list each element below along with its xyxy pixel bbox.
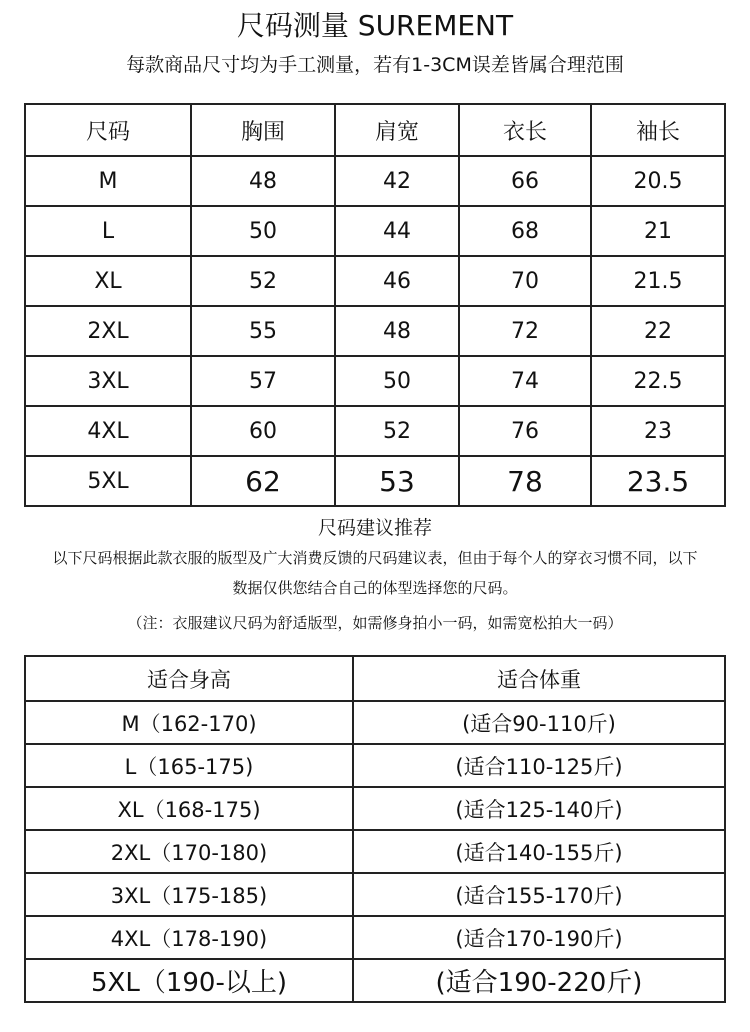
table-cell: (适合110-125斤)	[353, 744, 725, 787]
table-cell: 5XL（190-以上)	[25, 959, 353, 1002]
table-row	[25, 356, 725, 406]
recommendation-text	[8, 543, 742, 603]
table-cell: 74	[459, 356, 591, 406]
table-cell: 5XL	[25, 456, 191, 506]
table-cell: 78	[459, 456, 591, 506]
table-row	[25, 156, 725, 206]
table-cell: 55	[191, 306, 335, 356]
column-header: 适合体重	[353, 656, 725, 701]
table-row	[25, 456, 725, 506]
recommendation-line: 以下尺码根据此款衣服的版型及广大消费反馈的尺码建议表，但由于每个人的穿衣习惯不同，以下	[52, 549, 698, 567]
table-cell: 3XL	[25, 356, 191, 406]
table-cell: 3XL（175-185)	[25, 873, 353, 916]
table-cell: 21	[591, 206, 725, 256]
table-row	[25, 959, 725, 1002]
column-header: 适合身高	[25, 656, 353, 701]
table-row	[25, 406, 725, 456]
table-cell: L	[25, 206, 191, 256]
column-header: 袖长	[591, 104, 725, 156]
table-cell: 42	[335, 156, 459, 206]
table-cell: 48	[335, 306, 459, 356]
table-row	[25, 916, 725, 959]
recommendation-line: 数据仅供您结合自己的体型选择您的尺码。	[232, 579, 518, 597]
table-cell: M	[25, 156, 191, 206]
table-cell: 52	[191, 256, 335, 306]
column-header: 胸围	[191, 104, 335, 156]
table-cell: 21.5	[591, 256, 725, 306]
table-cell: 23.5	[591, 456, 725, 506]
table-row	[25, 787, 725, 830]
table-cell: (适合170-190斤)	[353, 916, 725, 959]
table-cell: 4XL	[25, 406, 191, 456]
column-header: 尺码	[25, 104, 191, 156]
table-cell: 2XL	[25, 306, 191, 356]
table-row	[25, 744, 725, 787]
recommendation-title: 尺码建议推荐	[317, 517, 432, 539]
table-cell: (适合155-170斤)	[353, 873, 725, 916]
table-cell: 4XL（178-190)	[25, 916, 353, 959]
table-cell: 2XL（170-180)	[25, 830, 353, 873]
table-cell: 57	[191, 356, 335, 406]
table-cell: 72	[459, 306, 591, 356]
table-row	[25, 256, 725, 306]
table-cell: 52	[335, 406, 459, 456]
table-cell: L（165-175)	[25, 744, 353, 787]
table-cell: 50	[191, 206, 335, 256]
table-cell: 44	[335, 206, 459, 256]
table-row	[25, 830, 725, 873]
table-cell: 23	[591, 406, 725, 456]
table-header-row	[25, 104, 725, 156]
size-note: （注：衣服建议尺码为舒适版型，如需修身拍小一码，如需宽松拍大一码）	[127, 614, 623, 632]
table-cell: (适合190-220斤)	[353, 959, 725, 1002]
table-cell: M（162-170)	[25, 701, 353, 744]
table-cell: 48	[191, 156, 335, 206]
table-cell: 46	[335, 256, 459, 306]
table-cell: XL	[25, 256, 191, 306]
table-cell: 68	[459, 206, 591, 256]
table-cell: 62	[191, 456, 335, 506]
page-title: 尺码测量 SUREMENT	[236, 9, 514, 42]
table-cell: 60	[191, 406, 335, 456]
table-row	[25, 206, 725, 256]
table-cell: 66	[459, 156, 591, 206]
table-cell: 53	[335, 456, 459, 506]
fit-recommendation-table	[24, 655, 726, 1003]
table-row	[25, 306, 725, 356]
size-measurement-table	[24, 103, 726, 507]
table-cell: 22	[591, 306, 725, 356]
table-cell: 76	[459, 406, 591, 456]
table-cell: 22.5	[591, 356, 725, 406]
table-cell: 20.5	[591, 156, 725, 206]
table-header-row	[25, 656, 725, 701]
table-cell: 70	[459, 256, 591, 306]
column-header: 肩宽	[335, 104, 459, 156]
table-cell: 50	[335, 356, 459, 406]
table-cell: XL（168-175)	[25, 787, 353, 830]
table-row	[25, 873, 725, 916]
table-cell: (适合140-155斤)	[353, 830, 725, 873]
column-header: 衣长	[459, 104, 591, 156]
table-row	[25, 701, 725, 744]
table-cell: (适合90-110斤)	[353, 701, 725, 744]
table-cell: (适合125-140斤)	[353, 787, 725, 830]
page-subtitle: 每款商品尺寸均为手工测量，若有1-3CM误差皆属合理范围	[126, 54, 624, 76]
